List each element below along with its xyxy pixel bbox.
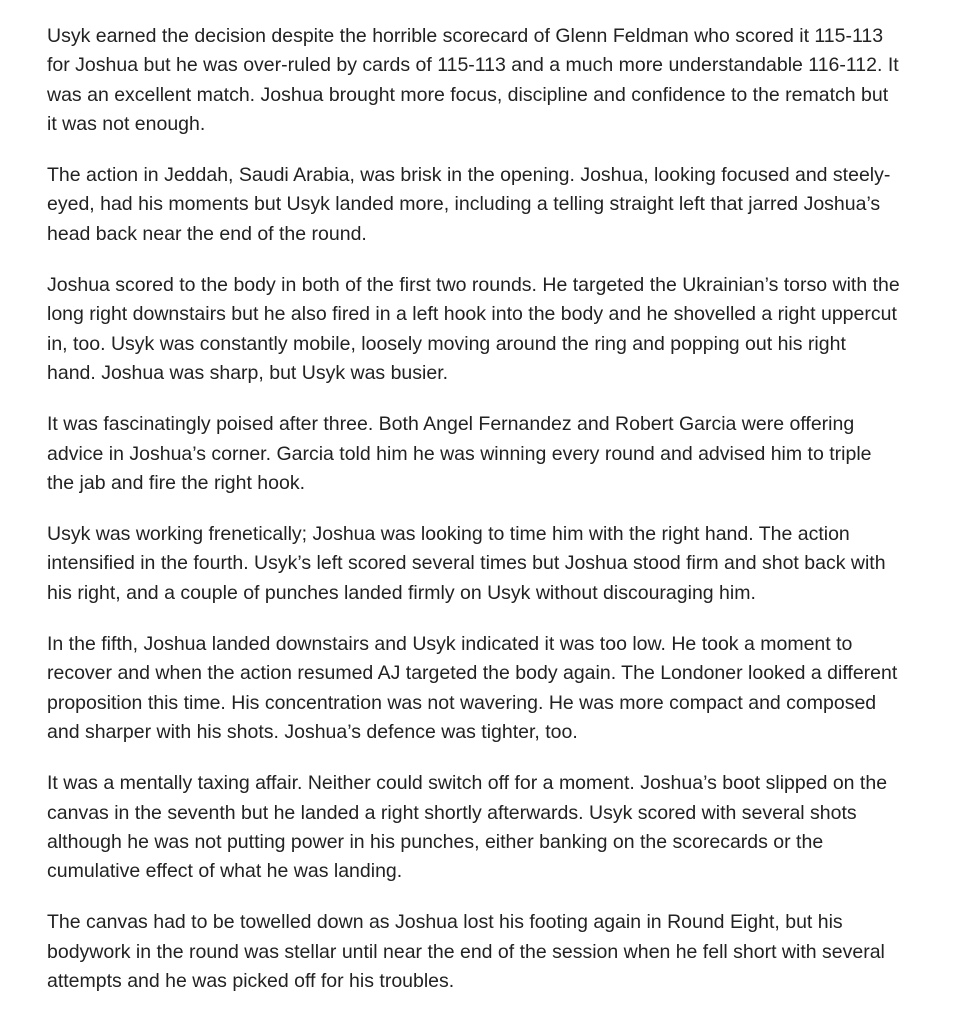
paragraph-7: It was a mentally taxing affair. Neither could switch off for a moment. Joshua’s boot slipped on the canvas in the seventh but he landed a right shortly afterwards. Usyk scored with several shots although he was not putting power in his punches, either banking on the scorecards or the cumulative effect of what he was landing. bbox=[47, 772, 888, 883]
paragraph-6: In the fifth, Joshua landed downstairs and Usyk indicated it was too low. He took a moment to recover and when the action resumed AJ targeted the body again. The Londoner looked a different proposition this time. His concentration was not wavering. He was more compact and composed and sharper with his shots. Joshua’s defence was tighter, too. bbox=[47, 633, 898, 743]
paragraph-1: Usyk earned the decision despite the horrible scorecard of Glenn Feldman who scored it 115-113 for Joshua but he was over-ruled by cards of 115-113 and a much more understandable 116-112. It was an excellent match. Joshua brought more focus, discipline and confidence to the rematch but it was not enough. bbox=[47, 25, 899, 135]
paragraph-4: It was fascinatingly poised after three. Both Angel Fernandez and Robert Garcia were offering advice in Joshua’s corner. Garcia told him he was winning every round and advised him to triple the jab and fire the right hook. bbox=[47, 413, 872, 494]
paragraph-5: Usyk was working frenetically; Joshua was looking to time him with the right hand. The action intensified in the fourth. Usyk’s left scored several times but Joshua stood firm and shot back with his right, and a couple of punches landed firmly on Usyk without discouraging him. bbox=[47, 523, 886, 604]
paragraph-3: Joshua scored to the body in both of the first two rounds. He targeted the Ukrainian’s torso with the long right downstairs but he also fired in a left hook into the body and he shovelled a right uppercut in, too. Usyk was constantly mobile, loosely moving around the ring and popping out his right hand. Joshua was sharp, but Usyk was busier. bbox=[47, 274, 900, 384]
paragraph-8: The canvas had to be towelled down as Joshua lost his footing again in Round Eight, but his bodywork in the round was stellar until near the end of the session when he fell short with several attempts and he was picked off for his troubles. bbox=[47, 911, 885, 993]
paragraph-2: The action in Jeddah, Saudi Arabia, was brisk in the opening. Joshua, looking focused and steely-eyed, had his moments but Usyk landed more, including a telling straight left that jarred Joshua’s head back near the end of the round. bbox=[47, 164, 891, 245]
